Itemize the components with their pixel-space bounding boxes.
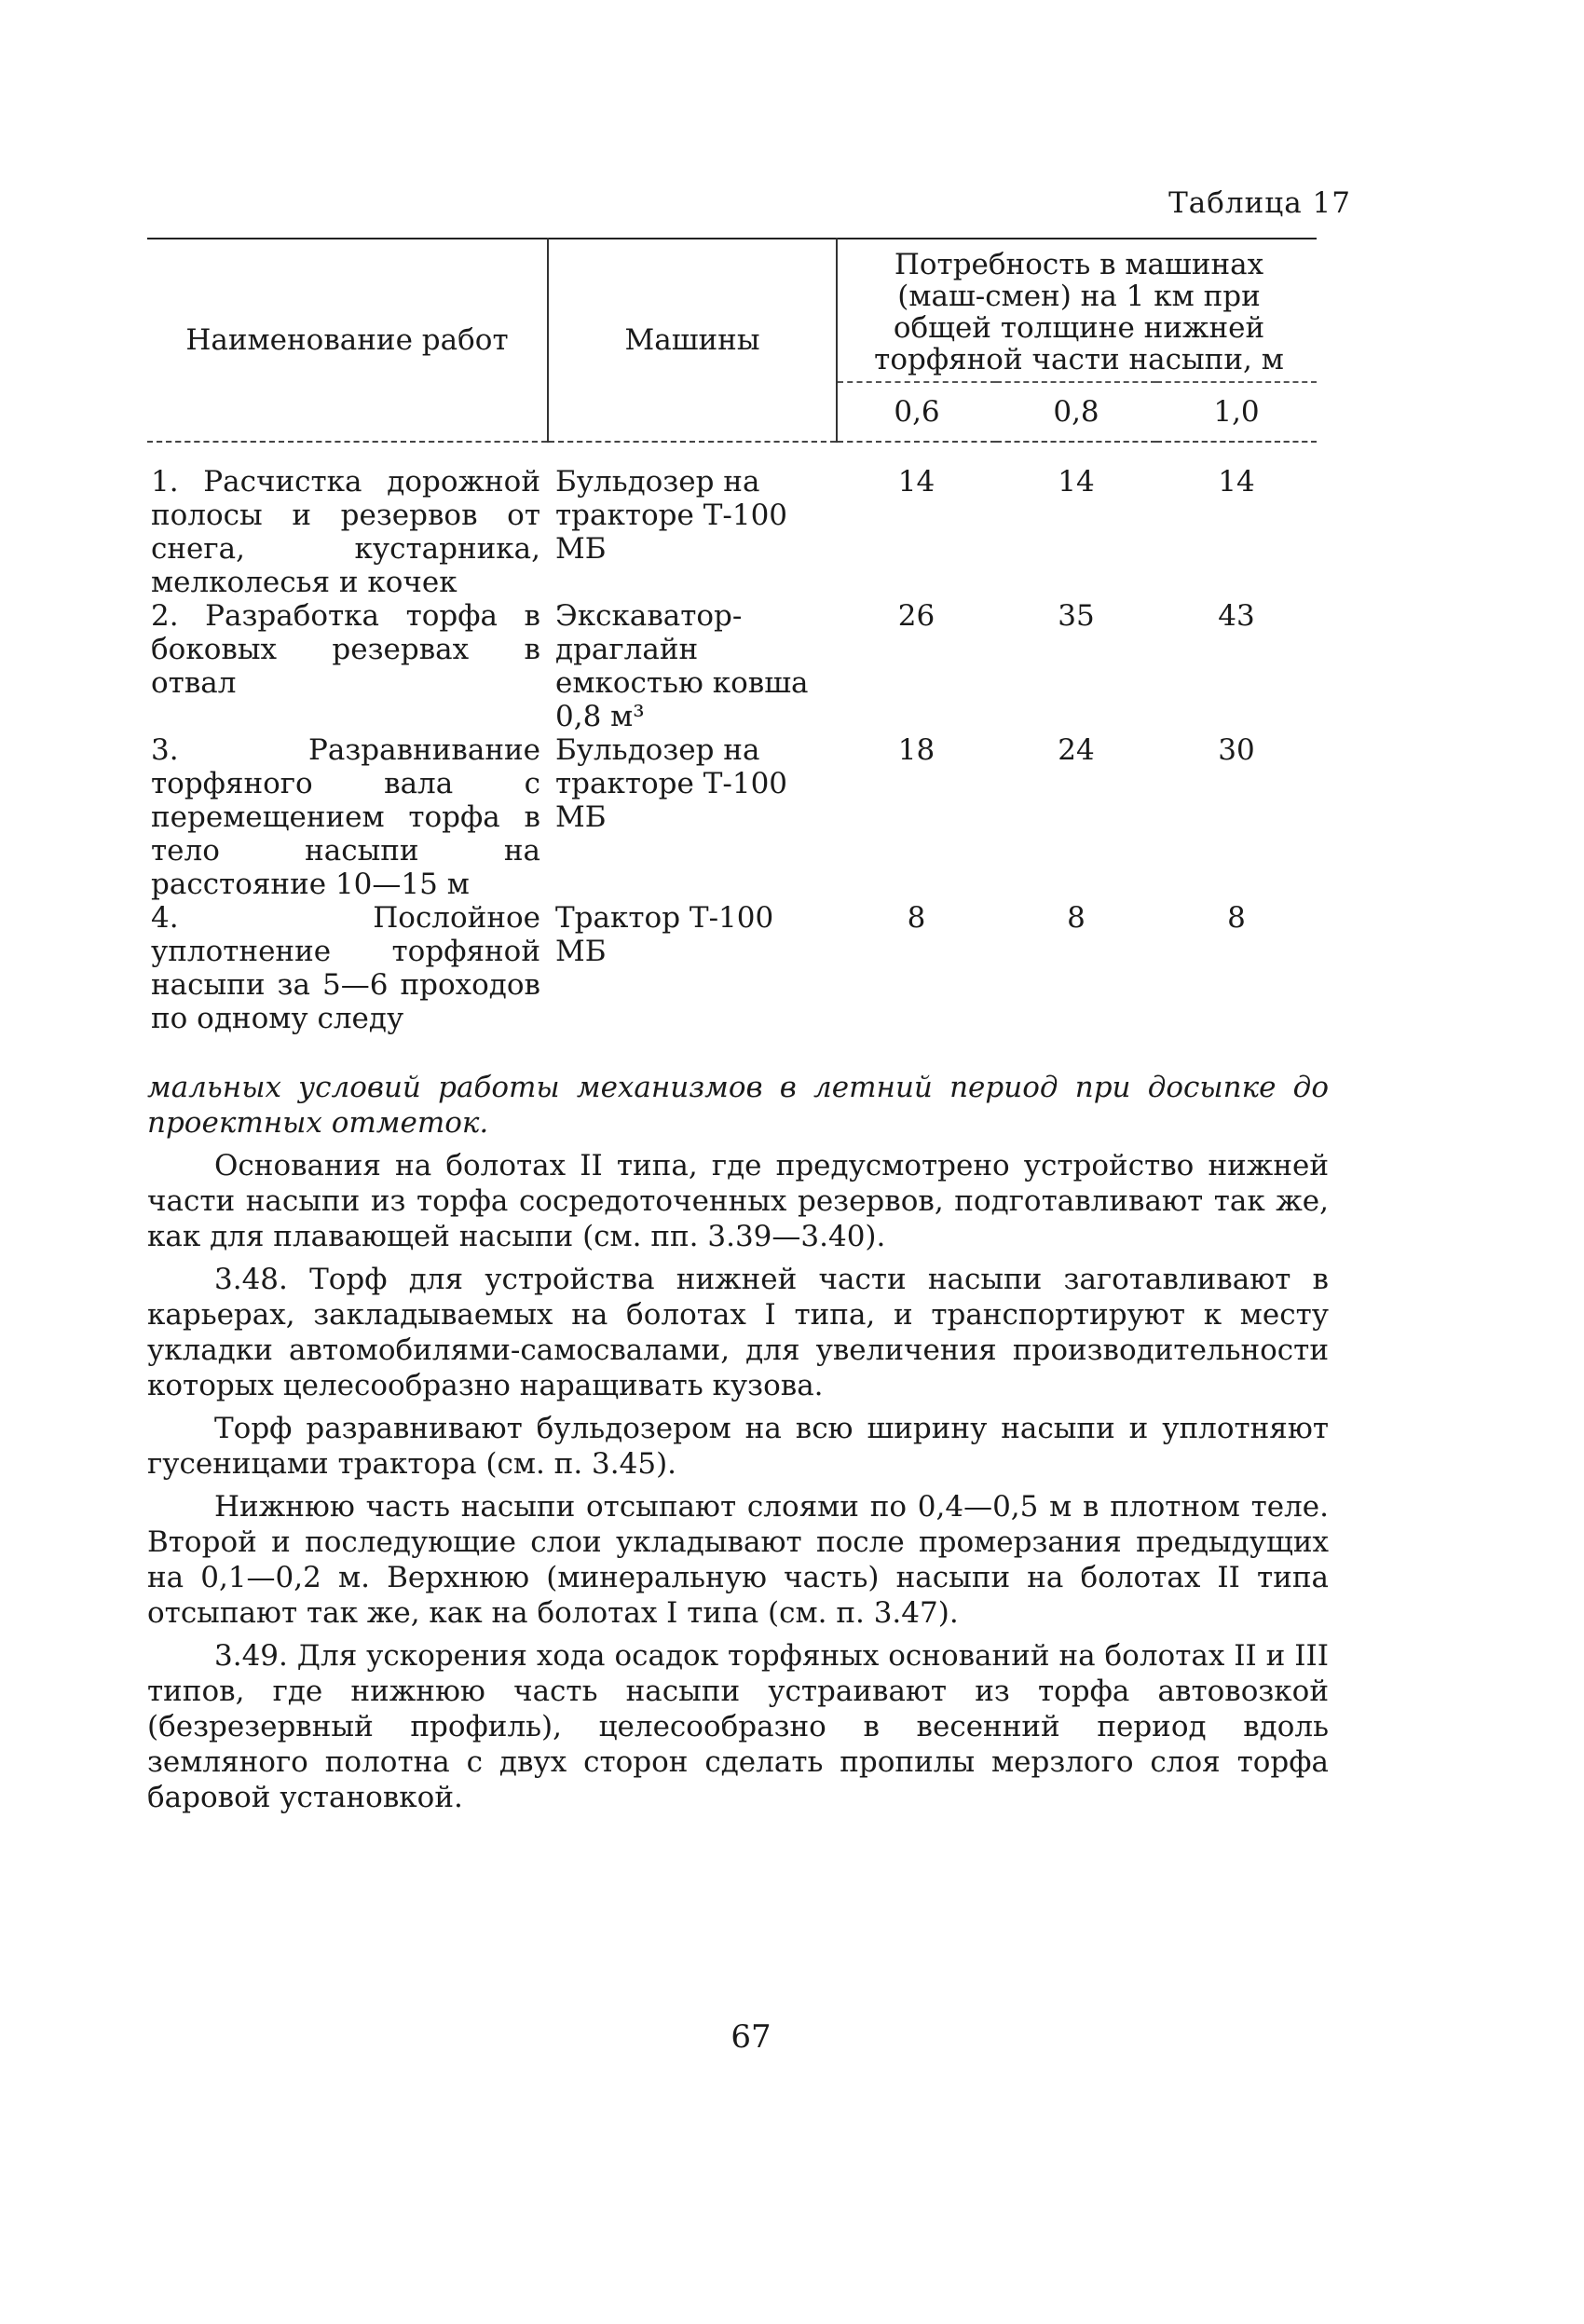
paragraph: Торф разравнивают бульдозером на всю ширину насыпи и уплотняют гусеницами трактора (см. п. 3.45). <box>147 1412 1329 1481</box>
work-name: 4. Послойное уплотнение торфяной насыпи за 5—6 проходов по одному следу <box>151 901 540 1035</box>
machines-table <box>147 238 1317 1035</box>
header-machines: Машины <box>548 239 837 442</box>
paragraph: 3.49. Для ускорения хода осадок торфяных оснований на болотах II и III типов, где нижнюю часть насыпи устраивают из торфа автовозкой (безрезервный профиль), целесообразно в весенний период вдоль земляного полотна с двух сторон сделать пропилы мерзлого слоя торфа баровой установкой. <box>147 1639 1329 1814</box>
value-cell: 14 <box>1218 465 1255 499</box>
header-works: Наименование работ <box>147 239 548 442</box>
value-cell: 43 <box>1218 599 1255 633</box>
header-thickness-0-8: 0,8 <box>996 382 1156 442</box>
value-cell: 24 <box>1058 733 1095 767</box>
header-need: Потребность в машинах (маш-смен) на 1 км при общей толщине нижней торфяной части насыпи, м <box>837 239 1317 382</box>
machine-name: Бульдозер на тракторе Т-100 МБ <box>555 733 788 834</box>
value-cell: 8 <box>1067 901 1086 935</box>
value-cell: 18 <box>897 733 935 767</box>
header-thickness-1-0: 1,0 <box>1156 382 1317 442</box>
paragraph: мальных условий работы механизмов в летний период при досыпке до проектных отметок. <box>147 1071 1329 1140</box>
work-name: 3. Разравнивание торфяного вала с перемещением торфа в тело насыпи на расстояние 10—15 м <box>151 733 540 901</box>
value-cell: 14 <box>897 465 935 499</box>
paragraph: 3.48. Торф для устройства нижней части насыпи заготавливают в карьерах, закладываемых на болотах I типа, и транспортируют к месту укладки автомобилями-самосвалами, для увеличения производительности которых целесообразно наращивать кузова. <box>147 1263 1329 1402</box>
machine-name: Экскаватор-драглайн емкостью ковша 0,8 м³ <box>555 599 809 733</box>
value-cell: 8 <box>1227 901 1246 935</box>
header-thickness-0-6: 0,6 <box>837 382 996 442</box>
machine-name: Трактор Т-100 МБ <box>555 901 774 968</box>
table-row <box>147 599 1317 733</box>
value-cell: 26 <box>897 599 935 633</box>
paragraph: Основания на болотах II типа, где предусмотрено устройство нижней части насыпи из торфа сосредоточенных резервов, подготавливают так же, как для плавающей насыпи (см. пп. 3.39—3.40). <box>147 1149 1329 1253</box>
page-number: 67 <box>731 2018 772 2056</box>
value-cell: 8 <box>907 901 926 935</box>
paragraph: Нижнюю часть насыпи отсыпают слоями по 0,4—0,5 м в плотном теле. Второй и последующие слои укладывают после промерзания предыдущих на 0,1—0,2 м. Верхнюю (минеральную часть) насыпи на болотах II типа отсыпают так же, как на болотах I типа (см. п. 3.47). <box>147 1490 1329 1630</box>
table-row <box>147 733 1317 901</box>
value-cell: 35 <box>1058 599 1095 633</box>
table-row <box>147 442 1317 599</box>
machine-name: Бульдозер на тракторе Т-100 МБ <box>555 465 788 566</box>
work-name: 1. Расчистка дорожной полосы и резервов от снега, кустарника, мелколесья и кочек <box>151 465 540 599</box>
work-name: 2. Разработка торфа в боковых резервах в отвал <box>151 599 540 700</box>
table-row <box>147 901 1317 1035</box>
body-text <box>147 1070 1329 1823</box>
value-cell: 14 <box>1058 465 1095 499</box>
value-cell: 30 <box>1218 733 1255 767</box>
table-caption: Таблица 17 <box>1168 186 1351 220</box>
